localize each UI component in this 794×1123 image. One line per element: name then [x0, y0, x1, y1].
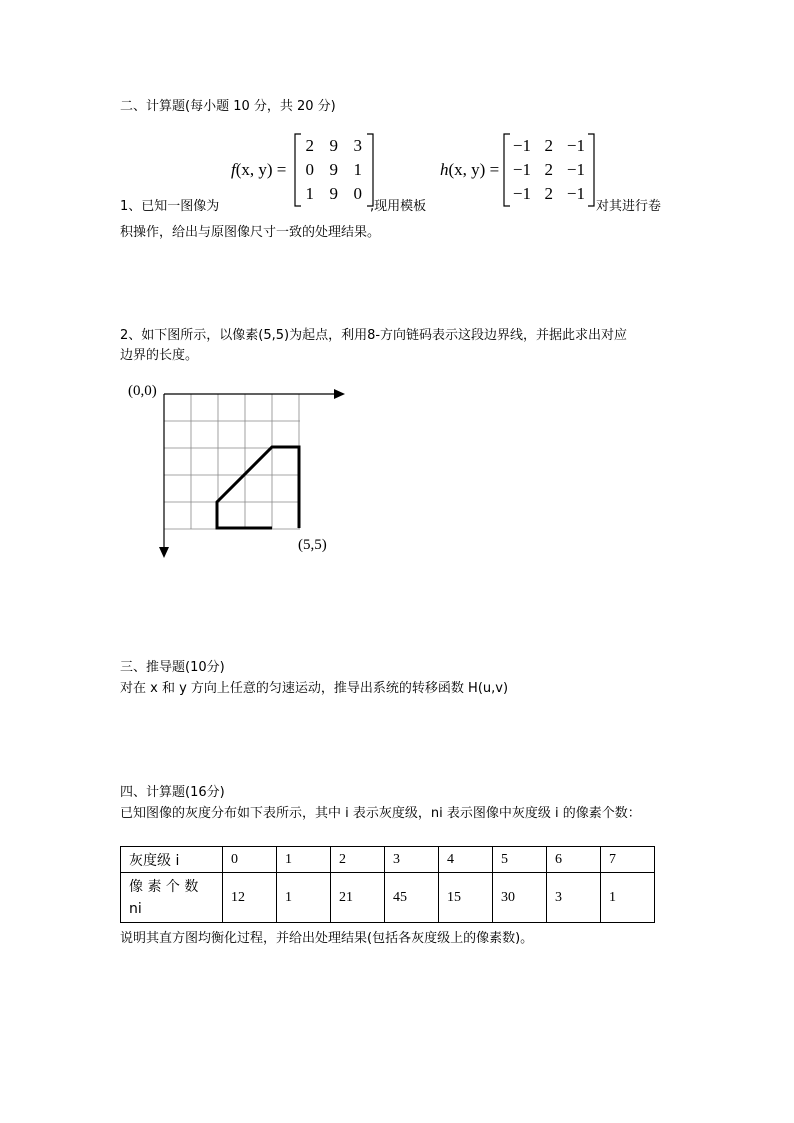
h-cell: −1 — [566, 136, 585, 155]
h-cell: 2 — [544, 160, 553, 179]
section2-heading: 二、计算题(每小题 10 分，共 20 分) — [120, 99, 336, 114]
y-axis-arrow — [159, 394, 169, 558]
f-cell: 9 — [329, 136, 338, 155]
section4-after: 说明其直方图均衡化过程，并给出处理结果(包括各灰度级上的像素数)。 — [120, 931, 534, 946]
table-cell-level: 1 — [277, 847, 331, 873]
q1-prefix: 1、已知一图像为 — [120, 199, 220, 214]
table-header-level: 灰度级 i — [121, 847, 223, 873]
table-cell-count: 12 — [223, 873, 277, 923]
origin-label: (0,0) — [128, 383, 157, 399]
h-cell: −1 — [512, 136, 531, 155]
table-cell-count: 1 — [277, 873, 331, 923]
table-header-count-line1: 像 素 个 数 — [129, 878, 199, 895]
h-cell: −1 — [512, 160, 531, 179]
table-cell-count: 15 — [439, 873, 493, 923]
h-cell: −1 — [566, 160, 585, 179]
gray-level-table — [120, 846, 655, 923]
section3-text: 对在 x 和 y 方向上任意的匀速运动，推导出系统的转移函数 H(u,v) — [120, 681, 509, 696]
q1-line2: 积操作，给出与原图像尺寸一致的处理结果。 — [120, 225, 381, 240]
f-cell: 1 — [353, 160, 362, 179]
f-cell: 0 — [353, 184, 362, 203]
h-matrix — [503, 133, 595, 207]
f-cell: 9 — [329, 184, 338, 203]
table-cell-level: 3 — [385, 847, 439, 873]
f-fn: f — [231, 160, 236, 179]
table-cell-count: 30 — [493, 873, 547, 923]
h-cell: 2 — [544, 184, 553, 203]
h-cell: 2 — [544, 136, 553, 155]
f-args: (x, y) = — [235, 160, 287, 179]
f-cell: 1 — [305, 184, 314, 203]
grid-lines — [164, 394, 300, 529]
table-cell-count: 45 — [385, 873, 439, 923]
table-row — [121, 847, 655, 873]
f-cell: 9 — [329, 160, 338, 179]
q2-line1: 2、如下图所示，以像素(5,5)为起点，利用8-方向链码表示这段边界线，并据此求出对应 — [120, 328, 628, 343]
q1-suffix: 对其进行卷 — [596, 199, 662, 214]
section4-text: 已知图像的灰度分布如下表所示，其中 i 表示灰度级，ni 表示图像中灰度级 i 的像素个数： — [120, 806, 641, 821]
section4-heading: 四、计算题(16分) — [120, 785, 225, 800]
section3-heading: 三、推导题(10分) — [120, 660, 225, 675]
h-args: (x, y) = — [448, 160, 500, 179]
table-cell-count: 1 — [601, 873, 655, 923]
f-cell: 3 — [353, 136, 362, 155]
table-cell-count: 21 — [331, 873, 385, 923]
table-cell-count: 3 — [547, 873, 601, 923]
table-cell-level: 5 — [493, 847, 547, 873]
q2-line2: 边界的长度。 — [120, 348, 199, 363]
h-fn: h — [440, 160, 449, 179]
table-cell-level: 6 — [547, 847, 601, 873]
f-matrix — [294, 133, 374, 207]
h-cell: −1 — [512, 184, 531, 203]
q1-mid: ,现用模板 — [370, 199, 427, 214]
boundary-line — [217, 447, 299, 528]
table-cell-level: 7 — [601, 847, 655, 873]
table-cell-level: 0 — [223, 847, 277, 873]
end-label: (5,5) — [298, 537, 327, 553]
h-cell: −1 — [566, 184, 585, 203]
f-label — [231, 160, 286, 180]
table-row — [121, 873, 655, 923]
table-header-count — [121, 873, 223, 923]
f-cell: 2 — [305, 136, 314, 155]
table-cell-level: 2 — [331, 847, 385, 873]
table-header-count-line2: ni — [129, 900, 142, 917]
f-cell: 0 — [305, 160, 314, 179]
table-cell-level: 4 — [439, 847, 493, 873]
h-label — [440, 160, 499, 180]
